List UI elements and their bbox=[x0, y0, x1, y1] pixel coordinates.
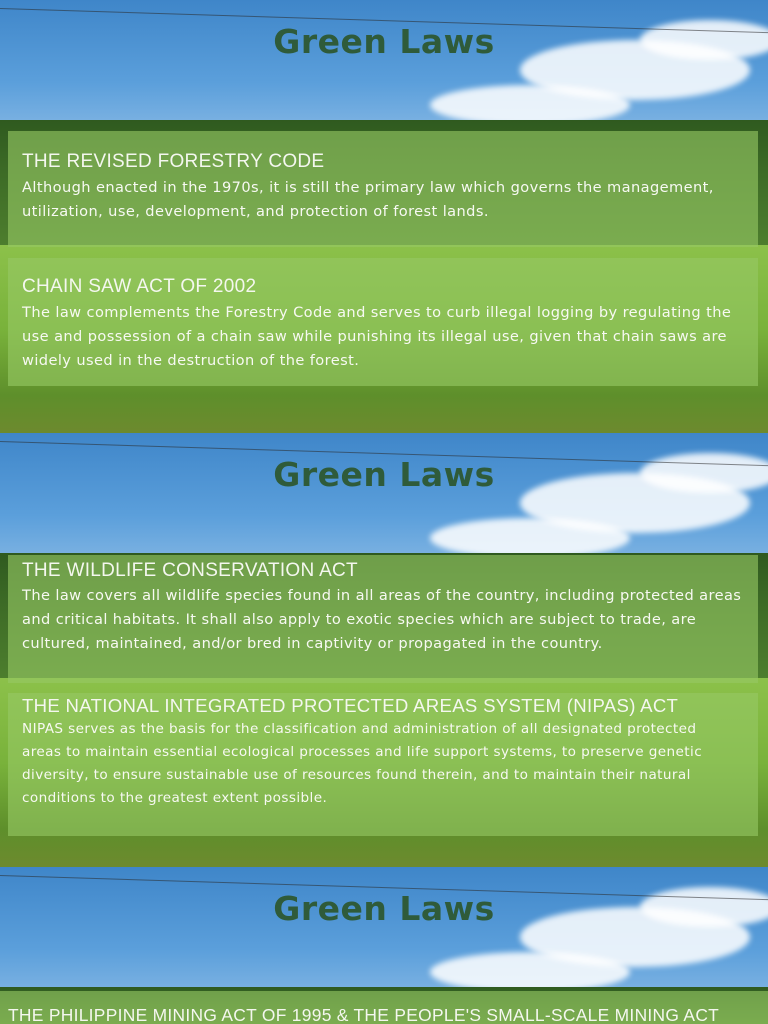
law-description: NIPAS serves as the basis for the classification and administration of all designated protected areas to maintain essential ecological processes and life support systems, to preserve genetic diversity, to ensure sustainable use of resources found therein, and to maintain their natural conditions to the greatest extent possible. bbox=[22, 721, 703, 806]
law-description: The law complements the Forestry Code and serves to curb illegal logging by regulating the use and possession of a chain saw while punishing its illegal use, given that chain saws are widely used in the destruction of the forest. bbox=[22, 304, 732, 369]
law-card-forestry-code bbox=[8, 131, 758, 247]
law-card-mining-act bbox=[0, 991, 768, 1024]
law-card-chain-saw-act bbox=[8, 258, 758, 386]
law-heading: CHAIN SAW ACT OF 2002 bbox=[22, 276, 257, 297]
law-heading: THE REVISED FORESTRY CODE bbox=[22, 151, 325, 172]
cloud bbox=[430, 952, 630, 992]
law-heading: THE PHILIPPINE MINING ACT OF 1995 & THE PEOPLE'S SMALL-SCALE MINING ACT bbox=[8, 1005, 720, 1024]
page-title: Green Laws bbox=[273, 889, 495, 928]
page-title: Green Laws bbox=[273, 455, 495, 494]
law-description: Although enacted in the 1970s, it is still the primary law which governs the management, utilization, use, development, and protection of forest lands. bbox=[22, 179, 714, 220]
slide-panel-1 bbox=[0, 0, 768, 433]
law-heading: THE NATIONAL INTEGRATED PROTECTED AREAS SYSTEM (NIPAS) ACT bbox=[22, 695, 679, 716]
cloud bbox=[430, 518, 630, 558]
slide-panel-2 bbox=[0, 433, 768, 867]
law-description: The law covers all wildlife species found in all areas of the country, including protected areas and critical habitats. It shall also apply to exotic species which are subject to trade, are cultured, maintained, and/or bred in captivity or propagated in the country. bbox=[22, 587, 742, 652]
page-title: Green Laws bbox=[273, 22, 495, 61]
slide-panel-3 bbox=[0, 867, 768, 1024]
cloud bbox=[430, 85, 630, 125]
law-card-wildlife-act bbox=[8, 555, 758, 683]
law-card-nipas-act bbox=[8, 693, 758, 836]
law-heading: THE WILDLIFE CONSERVATION ACT bbox=[22, 560, 358, 581]
